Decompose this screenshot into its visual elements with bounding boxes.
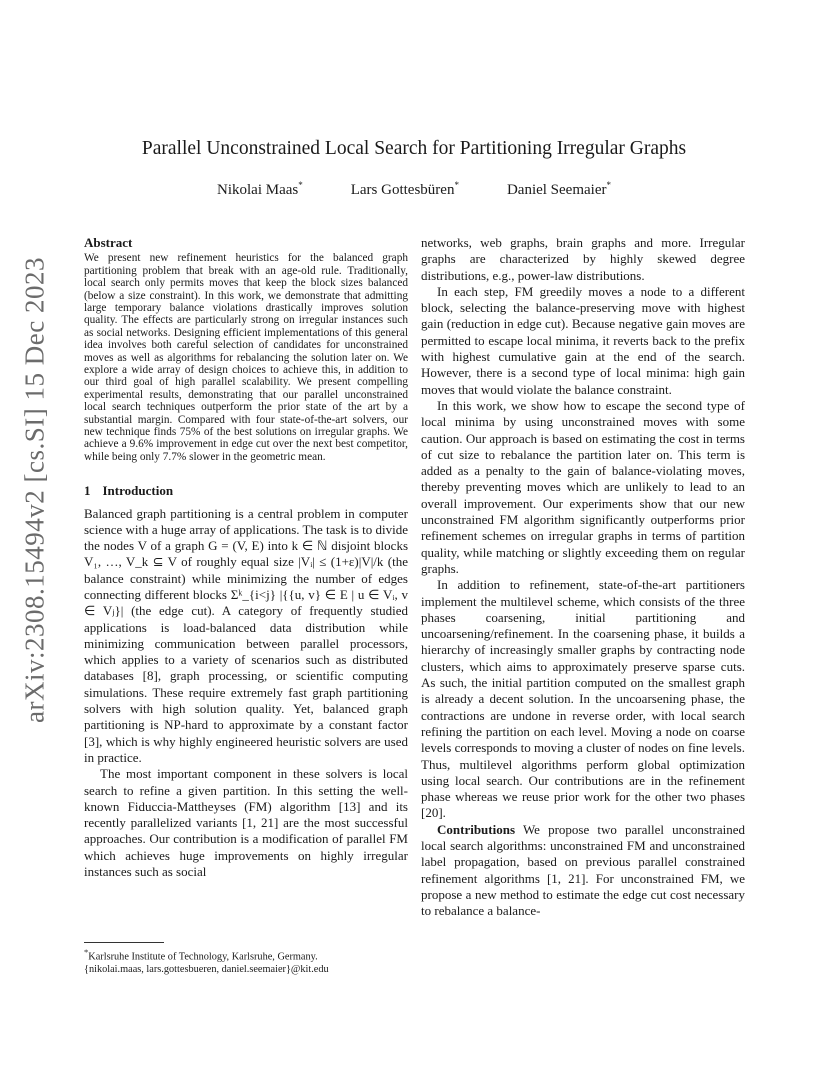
- author-list: [86, 180, 742, 199]
- contributions-label: Contributions: [437, 821, 516, 837]
- body-paragraph-multilevel: In addition to refinement, state-of-the-art partitioners implement the multilevel scheme, which consists of the three phases coarsening, initial partitioning and uncoarsening/refinement. In the coarsening phase, it builds a hierarchy of increasingly smaller graphs by contracting node clusters, which aims to approximately preserve sparse cuts. As such, the initial partition computed on the smallest graph is already a decent solution. In the uncoarsening phase, the contractions are undone in reverse order, with local search refining the partition on each level. Moving a node on coarse levels corresponds to moving a cluster of nodes on fine levels. Thus, multilevel algorithms perform global optimization using local search. Our contributions are in the refinement phase whereas we reuse prior work for the other two phases [20].: [421, 577, 745, 821]
- arxiv-sidebar-stamp: [12, 257, 58, 723]
- author: Daniel Seemaier*: [506, 180, 611, 198]
- footnote-emails: {nikolai.maas, lars.gottesbueren, daniel.seemaier}@kit.edu: [84, 964, 329, 976]
- intro-paragraph-2: The most important component in these solvers is local search to refine a given partition. In this setting the well-known Fiduccia-Mattheyses (FM) algorithm [13] and its recently parallelized variants [1, 21] are the most successful approaches. Our contribution is a modification of parallel FM which achieves huge improvements on highly irregular instances such as social: [84, 766, 408, 880]
- contributions-text: We propose two parallel unconstrained local search algorithms: unconstrained FM and unconstrained label propagation, based on previous parallel constrained refinement algorithms [1, 21]. For unconstrained FM, we propose a new method to estimate the edge cut cost necessary to rebalance a balance-: [421, 821, 746, 919]
- abstract-heading: Abstract: [84, 235, 133, 250]
- body-paragraph-approach: In this work, we show how to escape the second type of local minima by using unconstrained moves with some caution. Our approach is based on estimating the cost in terms of cut size to rebalance the partition later on. This term is added as a penalty to the gain of balance-violating moves, thereby preventing moves which are unlikely to lead to an overall improvement. Our experiments show that our new unconstrained FM algorithm significantly outperforms prior refinement schemes on irregular graphs in terms of partition quality, while matching or slightly exceeding them on regular graphs.: [421, 397, 745, 576]
- footnote-rule: [84, 942, 164, 943]
- abstract-text: We present new refinement heuristics for the balanced graph partitioning problem that break with an age-old rule. Traditionally, local search only permits moves that keep the block sizes balanced (below a size constraint). In this work, we demonstrate that admitting large temporary balance violations drastically improves solution quality. The effects are particularly strong on irregular instances such as social networks. Designing efficient implementations of this general idea involves both careful selection of candidates for unconstrained moves as well as algorithms for rebalancing the solution later on. We explore a wide array of design choices to achieve this, in addition to our third goal of high parallel scalability. We present compelling experimental results, demonstrating that our parallel unconstrained local search techniques outperform the prior state of the art by a substantial margin. Compared with four state-of-the-art solvers, our new technique finds 75% of the best solutions on irregular graphs. We achieve a 9.6% improvement in edge cut over the next best competitor, while being only 7.7% slower in the geometric mean.: [84, 252, 408, 463]
- left-column: [84, 235, 408, 880]
- author: Lars Gottesbüren*: [350, 180, 459, 198]
- section-title: Introduction: [102, 483, 174, 499]
- author: Nikolai Maas*: [217, 180, 303, 198]
- paper-title: Parallel Unconstrained Local Search for Partitioning Irregular Graphs: [141, 138, 687, 159]
- footnote: [84, 942, 410, 976]
- right-column: [421, 235, 745, 919]
- section-heading-introduction: [84, 483, 408, 499]
- body-paragraph-contributions: [421, 822, 745, 920]
- body-paragraph-continued: networks, web graphs, brain graphs and more. Irregular graphs are characterized by highly skewed degree distributions, e.g., power-law distributions.: [421, 235, 745, 283]
- arxiv-identifier: arXiv:2308.15494v2 [cs.SI] 15 Dec 2023: [19, 257, 50, 723]
- section-number: 1: [84, 483, 91, 499]
- footnote-affiliation: *Karlsruhe Institute of Technology, Karlsruhe, Germany.: [84, 947, 318, 963]
- body-paragraph-fm: In each step, FM greedily moves a node to a different block, selecting the balance-preserving move with highest gain (reduction in edge cut). Because negative gain moves are permitted to escape local minima, it reverts back to the prefix with highest cumulative gain at the end of the search. However, there is a second type of local minima: high gain moves that would violate the balance constraint.: [421, 283, 745, 397]
- intro-paragraph-1: Balanced graph partitioning is a central problem in computer science with a huge array of applications. The task is to divide the nodes V of a graph G = (V, E) into k ∈ ℕ disjoint blocks V₁, …, V_k ⊆ V of roughly equal size |Vᵢ| ≤ (1+ε)|V|/k (the balance constraint) while minimizing the number of edges connecting different blocks Σᵏ_{i<j} |{{u, v} ∈ E | u ∈ Vᵢ, v ∈ Vⱼ}| (the edge cut). A category of frequently studied applications is load-balanced data distribution while minimizing communication between parallel processors, which applies to a variety of scenarios such as distributed databases [8], graph processing, or scientific computing simulations. These require extremely fast graph partitioning solvers with high solution quality. Yet, balanced graph partitioning is NP-hard to approximate by a constant factor [3], which is why highly engineered heuristic solvers are used in practice.: [84, 505, 408, 765]
